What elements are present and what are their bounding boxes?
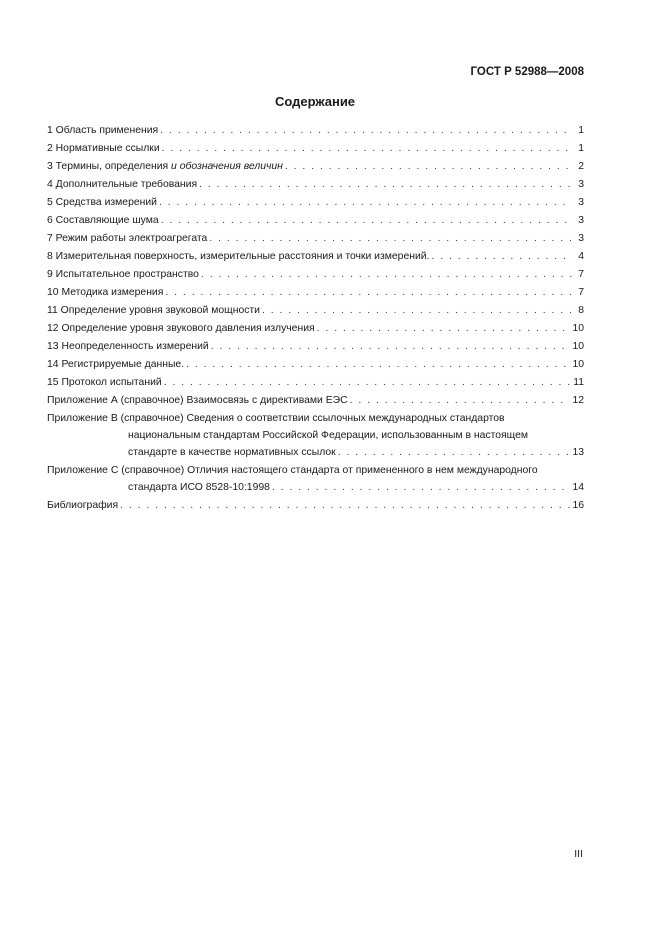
table-of-contents [47, 125, 584, 518]
toc-entry-10[interactable]: 10 Методика измерения . . . 7 [47, 287, 584, 305]
appendix-b-line-3: стандарте в качестве нормативных ссылок . . . 13 [47, 447, 584, 465]
toc-entry-13[interactable]: 13 Неопределенность измерений . . . 10 [47, 341, 584, 359]
toc-entry-5[interactable]: 5 Средства измерений . . . 3 [47, 197, 584, 215]
toc-entry-4[interactable]: 4 Дополнительные требования . . . 3 [47, 179, 584, 197]
toc-entry-3[interactable]: 3 Термины, определения и обозначения величин . . . 2 [47, 161, 584, 179]
toc-entry-15[interactable]: 15 Протокол испытаний . . . 11 [47, 377, 584, 395]
appendix-c-line-1: Приложение С (справочное) Отличия настоящего стандарта от примененного в нем международного [47, 465, 538, 476]
toc-bibliography[interactable]: Библиография . . . 16 [47, 500, 584, 518]
toc-appendix-b[interactable] [47, 413, 584, 465]
toc-title: Содержание [274, 94, 356, 109]
document-id: ГОСТ Р 52988—2008 [470, 66, 584, 78]
toc-entry-8[interactable]: 8 Измерительная поверхность, измерительные расстояния и точки измерений. . . . 4 [47, 251, 584, 269]
appendix-b-line-1: Приложение В (справочное) Сведения о соответствии ссылочных международных стандартов [47, 413, 505, 424]
toc-appendix-c[interactable] [47, 465, 584, 500]
toc-entry-2[interactable]: 2 Нормативные ссылки . . . 1 [47, 143, 584, 161]
toc-appendix-a[interactable]: Приложение А (справочное) Взаимосвязь с директивами ЕЭС . . . 12 [47, 395, 584, 413]
page-number: III [574, 848, 583, 860]
appendix-b-line-2: национальным стандартам Российской Федерации, использованным в настоящем [128, 430, 528, 441]
toc-entry-12[interactable]: 12 Определение уровня звукового давления излучения . . . 10 [47, 323, 584, 341]
toc-entry-11[interactable]: 11 Определение уровня звуковой мощности . . . 8 [47, 305, 584, 323]
toc-entry-1[interactable]: 1 Область применения . . . 1 [47, 125, 584, 143]
toc-entry-14[interactable]: 14 Регистрируемые данные. . . . 10 [47, 359, 584, 377]
toc-entry-6[interactable]: 6 Составляющие шума . . . 3 [47, 215, 584, 233]
toc-entry-9[interactable]: 9 Испытательное пространство . . . 7 [47, 269, 584, 287]
toc-entry-7[interactable]: 7 Режим работы электроагрегата . . . 3 [47, 233, 584, 251]
appendix-c-line-2: стандарта ИСО 8528-10:1998 . . . 14 [47, 482, 584, 500]
